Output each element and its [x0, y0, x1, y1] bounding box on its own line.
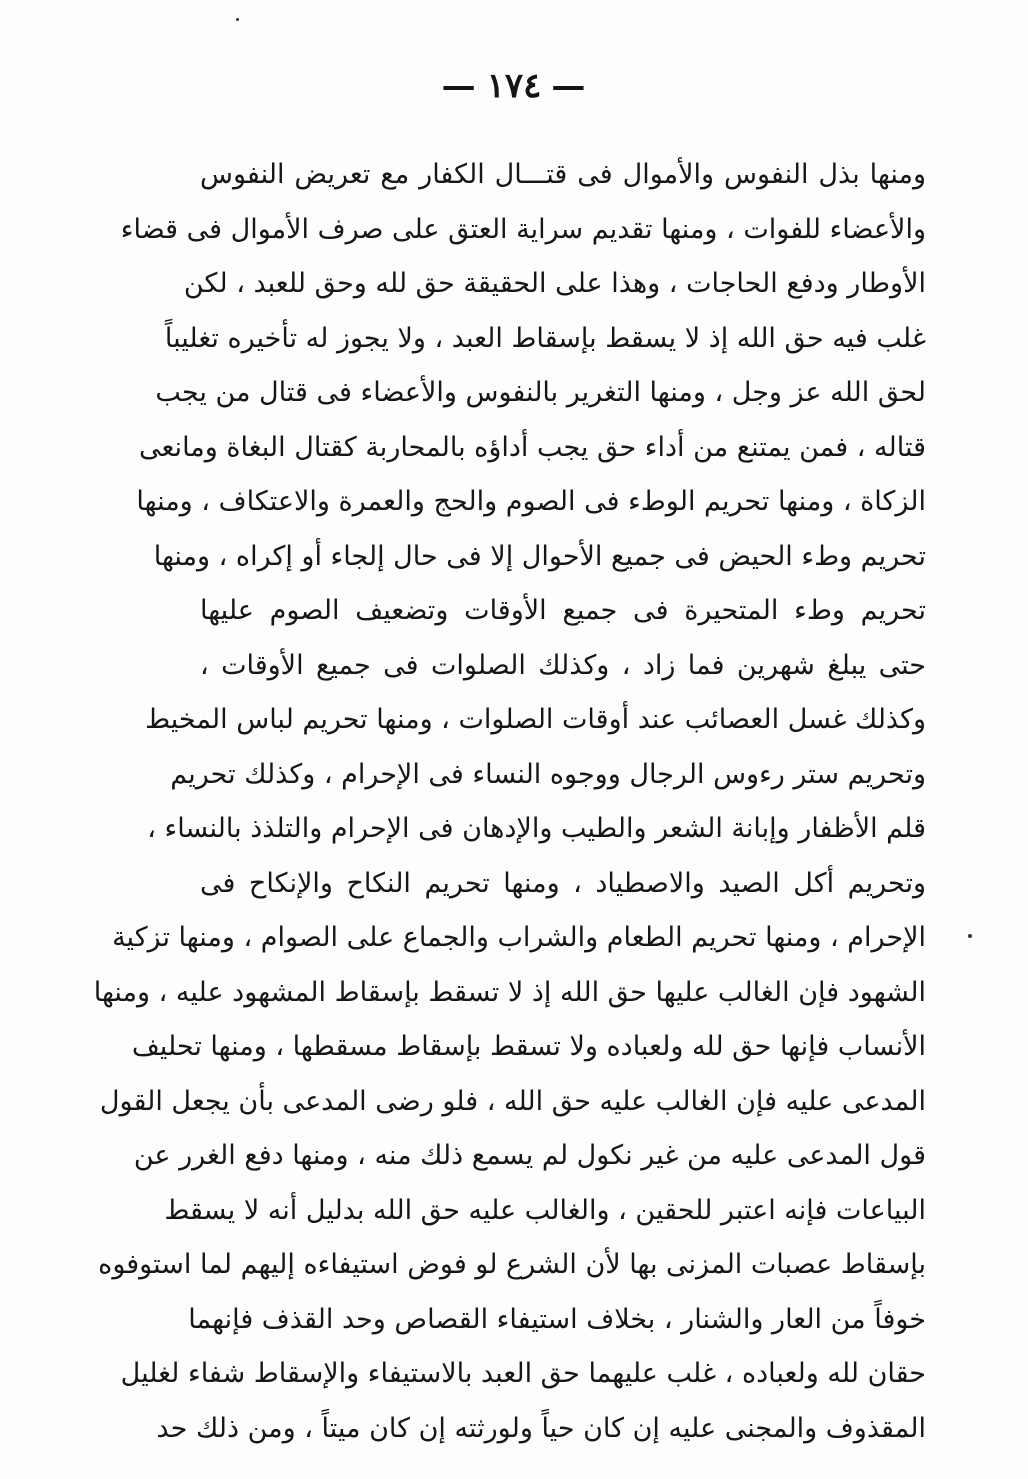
text-line: حتى يبلغ شهرين فما زاد ، وكذلك الصلوات فى جميع الأوقات ،: [200, 649, 926, 681]
text-line: المقذوف والمجنى عليه إن كان حياً ولورثته إن كان ميتاً ، ومن ذلك حد: [156, 1412, 926, 1444]
text-line: الأوطار ودفع الحاجات ، وهذا على الحقيقة حق لله وحق للعبد ، لكن: [183, 268, 926, 299]
text-line: حقان لله ولعباده ، غلب عليهما حق العبد بالاستيفاء والإسقاط شفاء لغليل: [120, 1358, 926, 1389]
text-line: تحريم وطء المتحيرة فى جميع الأوقات وتضعيف الصوم عليها: [200, 595, 926, 626]
text-line: قول المدعى عليه من غير نكول لم يسمع ذلك منه ، ومنها دفع الغرر عن: [133, 1140, 926, 1171]
text-line: لحق الله عز وجل ، ومنها التغرير بالنفوس والأعضاء فى قتال من يجب: [155, 377, 926, 408]
text-line: ومنها بذل النفوس والأموال فى قتـــال الكفار مع تعريض النفوس: [200, 159, 926, 190]
left-dash: —: [551, 66, 587, 106]
text-line: وتحريم ستر رءوس الرجال ووجوه النساء فى الإحرام ، وكذلك تحريم: [170, 758, 926, 790]
text-line: والأعضاء للفوات ، ومنها تقديم سراية العتق على صرف الأموال فى قضاء: [120, 213, 926, 245]
page-number-header: [0, 66, 1028, 106]
text-line: بإسقاط عصبات المزنى بها لأن الشرع لو فوض استيفاءه إليهم لما استوفوه: [98, 1249, 926, 1280]
text-line: تحريم وطء الحيض فى جميع الأحوال إلا فى حال إلجاء أو إكراه ، ومنها: [153, 540, 926, 572]
text-line: الزكاة ، ومنها تحريم الوطء فى الصوم والحج والعمرة والاعتكاف ، ومنها: [136, 486, 926, 517]
body-text: [93, 148, 926, 1456]
scan-speck: [236, 18, 239, 21]
text-line: قتاله ، فمن يمتنع من أداء حق يجب أداؤه بالمحاربة كقتال البغاة ومانعى: [139, 431, 926, 463]
text-line: الأنساب فإنها حق لله ولعباده ولا تسقط بإسقاط مسقطها ، ومنها تحليف: [131, 1031, 926, 1062]
text-line: خوفاً من العار والشنار ، بخلاف استيفاء القصاص وحد القذف فإنهما: [188, 1303, 926, 1335]
text-line: وكذلك غسل العصائب عند أوقات الصلوات ، ومنها تحريم لباس المخيط: [145, 704, 926, 735]
scan-speck: [968, 934, 972, 938]
text-line: غلب فيه حق الله إذ لا يسقط بإسقاط العبد ، ولا يجوز له تأخيره تغليباً: [164, 322, 926, 354]
text-line: المدعى عليه فإن الغالب عليه حق الله ، فلو رضى المدعى بأن يجعل القول: [99, 1085, 926, 1117]
text-line: البياعات فإنه اعتبر للحقين ، والغالب عليه حق الله بدليل أنه لا يسقط: [164, 1194, 926, 1226]
page-number: ١٧٤: [486, 66, 542, 106]
right-dash: —: [441, 66, 477, 106]
text-line: الإحرام ، ومنها تحريم الطعام والشراب والجماع على الصوام ، ومنها تزكية: [112, 922, 926, 953]
text-line: الشهود فإن الغالب عليها حق الله إذ لا تسقط بإسقاط المشهود عليه ، ومنها: [93, 976, 926, 1008]
text-line: وتحريم أكل الصيد والاصطياد ، ومنها تحريم النكاح والإنكاح فى: [200, 867, 926, 899]
text-line: قلم الأظفار وإبانة الشعر والطيب والإدهان فى الإحرام والتلذذ بالنساء ،: [147, 813, 926, 844]
